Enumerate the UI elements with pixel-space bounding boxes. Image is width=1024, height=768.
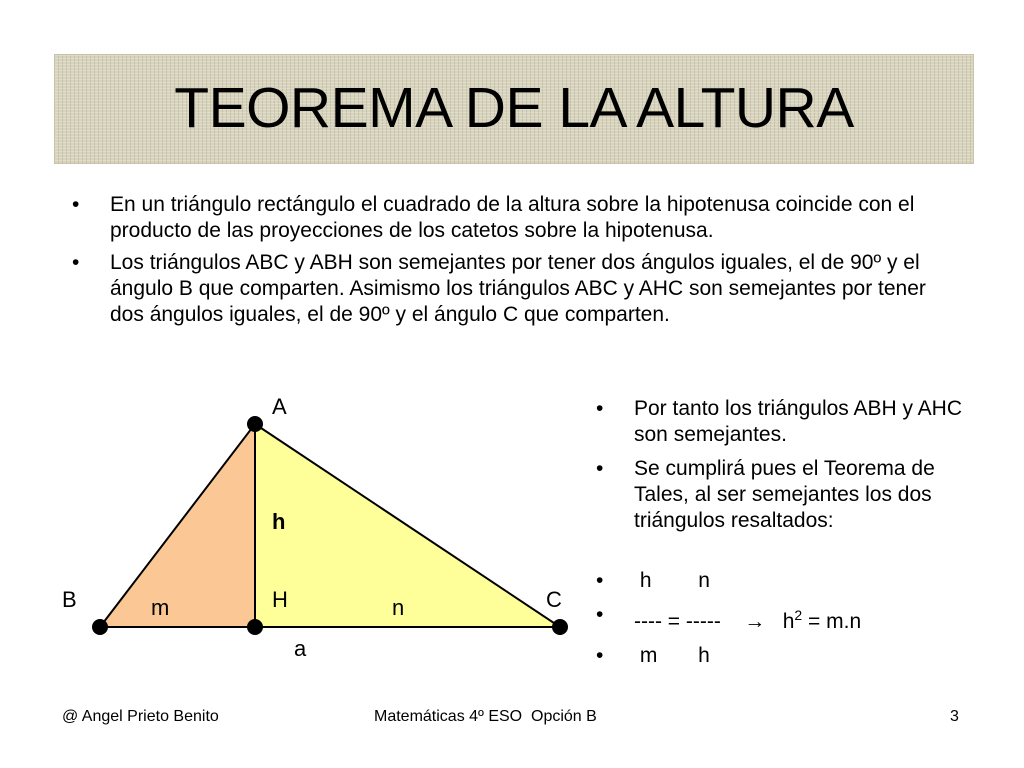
slide-title: TEOREMA DE LA ALTURA	[174, 76, 854, 140]
top-bullet-list	[72, 192, 952, 334]
bullet-icon: •	[72, 251, 80, 274]
bullet-text: Se cumplirá pues el Teorema de Tales, al ser semejantes los dos triángulos resaltados:	[634, 457, 935, 532]
bullet-text: En un triángulo rectángulo el cuadrado de la altura sobre la hipotenusa coincide con el producto de las proyecciones de los catetos sobre la hipotenusa.	[110, 193, 915, 242]
list-item	[594, 396, 994, 448]
vertex-A-point	[247, 416, 263, 432]
list-item	[594, 602, 994, 635]
list-item	[594, 568, 994, 594]
right-bullet-list	[594, 396, 994, 669]
formula-denominator: m h	[634, 644, 710, 667]
footer-course: Matemáticas 4º ESO Opción B	[374, 708, 597, 725]
list-item	[72, 192, 952, 244]
label-a: a	[294, 636, 307, 661]
arrow-right-icon: →	[744, 610, 766, 633]
formula-result-rest: = m.n	[802, 610, 862, 633]
label-H: H	[272, 587, 288, 612]
formula-numerator: h n	[634, 569, 710, 592]
label-h: h	[272, 509, 286, 534]
footer-author: @ Angel Prieto Benito	[62, 708, 219, 725]
bullet-icon: •	[596, 603, 604, 626]
label-m: m	[151, 595, 170, 620]
bullet-icon: •	[72, 193, 80, 216]
bullet-icon: •	[596, 644, 604, 667]
right-triangle-diagram	[50, 390, 570, 670]
formula-result-h: h	[782, 610, 795, 633]
bullet-text: Por tanto los triángulos ABH y AHC son semejantes.	[634, 397, 962, 446]
bullet-icon: •	[596, 397, 604, 420]
bullet-text: Los triángulos ABC y ABH son semejantes por tener dos ángulos iguales, el de 90º y el ángulo B que comparten. Asimismo los triángulos ABC y AHC son semejantes por tener dos ángulos iguales, el de 90º y el ángulo C que comparten.	[110, 251, 926, 326]
foot-H-point	[247, 619, 263, 635]
list-item	[594, 456, 994, 534]
formula-fraction-bar: ---- = -----	[634, 610, 745, 633]
bullet-icon: •	[596, 569, 604, 592]
vertex-C-point	[552, 619, 568, 635]
list-item	[594, 643, 994, 669]
title-banner	[54, 54, 974, 164]
formula-exponent: 2	[794, 607, 803, 623]
triangle-AHC	[255, 424, 560, 627]
label-A: A	[272, 394, 287, 419]
vertex-B-point	[92, 619, 108, 635]
label-C: C	[546, 587, 562, 612]
list-item	[72, 250, 952, 328]
footer-page-number: 3	[950, 708, 959, 725]
label-B: B	[62, 587, 77, 612]
label-n: n	[392, 595, 405, 620]
bullet-icon: •	[596, 457, 604, 480]
triangle-ABH	[100, 424, 255, 627]
